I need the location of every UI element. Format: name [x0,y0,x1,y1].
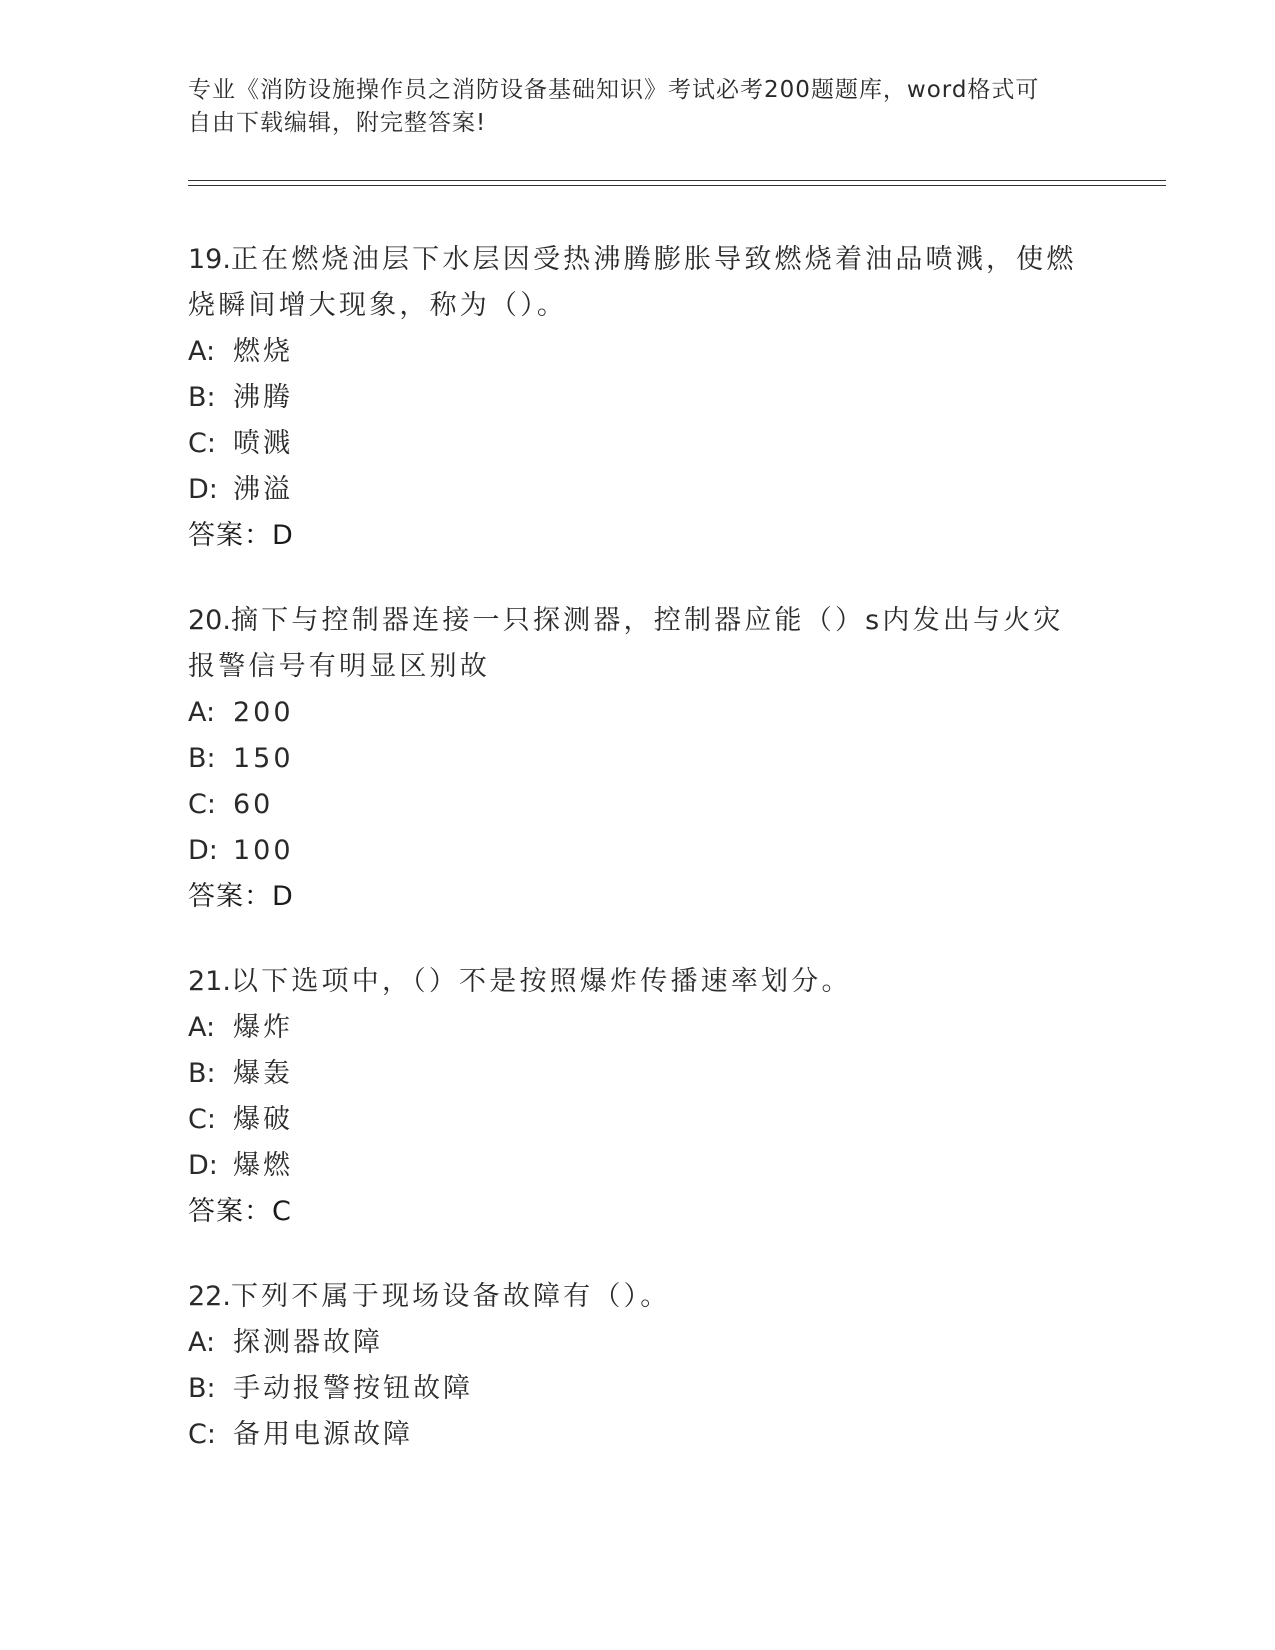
option-c [188,782,1088,828]
option-letter: B: [188,1058,216,1089]
option-a [188,690,1088,736]
header-divider-top [188,180,1166,181]
option-letter: D: [188,1150,218,1181]
question-number: 20. [188,605,231,636]
option-text: 爆轰 [233,1058,293,1089]
option-letter: A: [188,1327,216,1358]
option-b [188,736,1088,782]
option-text: 150 [233,743,294,774]
option-d [188,1143,1088,1189]
option-letter: C: [188,428,216,459]
option-c [188,1097,1088,1143]
option-d [188,828,1088,874]
document-header [188,74,1088,140]
option-text: 备用电源故障 [233,1419,413,1450]
question-20 [188,598,1088,920]
header-line-1: 专业《消防设施操作员之消防设备基础知识》考试必考200题题库，word格式可 [188,77,1040,103]
option-text: 60 [233,789,274,820]
option-letter: B: [188,743,216,774]
option-letter: B: [188,382,216,413]
option-letter: C: [188,789,216,820]
option-letter: D: [188,474,218,505]
option-b [188,375,1088,421]
question-number: 21. [188,966,231,997]
question-text: 摘下与控制器连接一只探测器，控制器应能（）s内发出与火灾报警信号有明显区别故 [188,605,1064,682]
question-text: 以下选项中，（）不是按照爆炸传播速率划分。 [230,966,852,997]
option-letter: C: [188,1104,216,1135]
question-number: 22. [188,1281,231,1312]
option-text: 燃烧 [233,336,293,367]
option-c [188,421,1088,467]
answer: 答案：D [188,520,294,551]
option-letter: A: [188,697,216,728]
option-text: 沸腾 [233,382,293,413]
answer: 答案：D [188,881,294,912]
option-letter: C: [188,1419,216,1450]
option-text: 爆炸 [233,1012,293,1043]
option-text: 喷溅 [233,428,293,459]
option-a [188,1320,1088,1366]
option-text: 爆破 [233,1104,293,1135]
question-text: 下列不属于现场设备故障有（）。 [230,1281,671,1312]
option-a [188,329,1088,375]
option-b [188,1366,1088,1412]
option-c [188,1412,1088,1458]
option-text: 200 [233,697,294,728]
option-text: 沸溢 [233,474,293,505]
question-22 [188,1274,1088,1458]
option-letter: A: [188,1012,216,1043]
question-21 [188,959,1088,1235]
option-a [188,1005,1088,1051]
option-letter: A: [188,336,216,367]
question-19 [188,237,1088,559]
option-d [188,467,1088,513]
header-divider-bottom [188,185,1166,186]
question-number: 19. [188,244,231,275]
option-text: 探测器故障 [233,1327,383,1358]
header-line-2: 自由下载编辑，附完整答案! [188,110,487,136]
option-b [188,1051,1088,1097]
answer: 答案：C [188,1196,292,1227]
option-text: 手动报警按钮故障 [233,1373,473,1404]
question-list [188,237,1088,1458]
option-text: 100 [233,835,294,866]
option-text: 爆燃 [233,1150,293,1181]
option-letter: D: [188,835,218,866]
option-letter: B: [188,1373,216,1404]
question-text: 正在燃烧油层下水层因受热沸腾膨胀导致燃烧着油品喷溅，使燃烧瞬间增大现象，称为（）。 [188,244,1077,321]
